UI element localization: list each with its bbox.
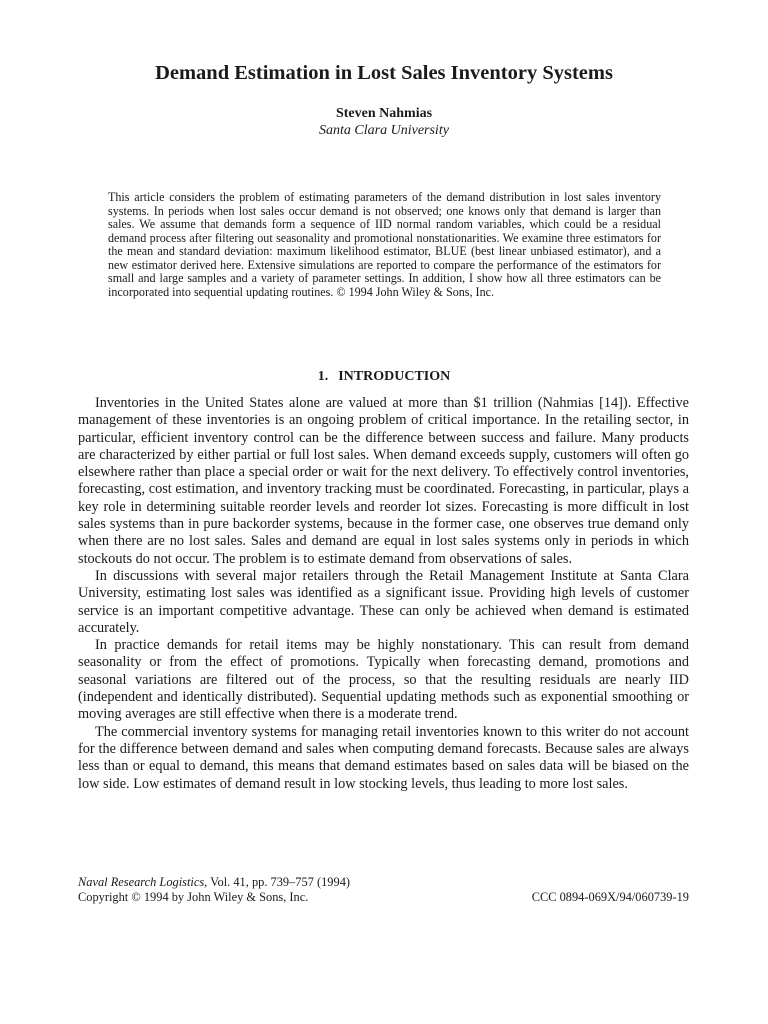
page-footer (78, 875, 689, 905)
author-name: Steven Nahmias (335, 106, 433, 121)
body-text (78, 395, 689, 793)
copyright-notice: Copyright © 1994 by John Wiley & Sons, Inc. (78, 890, 309, 904)
paragraph: In practice demands for retail items may be highly nonstationary. This can result from demand seasonality or from the effect of promotions. Typically when forecasting demand, promotions and seasonal variations are filtered out of the process, so that the resulting residuals are nearly IID (independent and identically distributed). Sequential updating methods such as exponential smoothing or moving averages are still effective when there is a moderate trend. (78, 637, 689, 723)
paper-title: Demand Estimation in Lost Sales Inventory Systems (155, 62, 613, 84)
author-affiliation: Santa Clara University (319, 123, 449, 138)
paragraph: In discussions with several major retailers through the Retail Management Institute at Santa Clara University, estimating lost sales was identified as a significant issue. Providing high levels of customer service is an important competitive advantage. These can only be achieved when demand is estimated accurately. (78, 567, 689, 636)
section-heading (0, 369, 768, 385)
journal-name: Naval Research Logistics, (78, 875, 208, 889)
ccc-code: CCC 0894-069X/94/060739-19 (531, 890, 689, 904)
paragraph: The commercial inventory systems for managing retail inventories known to this writer do not account for the difference between demand and sales when computing demand forecasts. Because sales are always less than or equal to demand, this means that demand estimates based on sales data will be biased on the low side. Low estimates of demand result in low stocking levels, thus leading to more lost sales. (78, 723, 689, 792)
journal-citation (78, 875, 689, 890)
paragraph: Inventories in the United States alone are valued at more than $1 trillion (Nahmias [14]). Effective management of these inventories is an ongoing problem of critical importance. In the retailing sector, in particular, efficient inventory control can be the difference between success and failure. Many products are characterized by either partial or full lost sales. When demand exceeds supply, customers will often go elsewhere rather than place a special order or wait for the next delivery. To effectively control inventories, forecasting, cost estimation, and inventory tracking must be coordinated. Forecasting, in particular, plays a key role in determining suitable reorder levels and reorder lot sizes. Forecasting is more difficult in lost sales systems than in pure backorder systems, because in the former case, one observes true demand only when there are no lost sales. Sales and demand are equal in lost sales systems only in periods in which stockouts do not occur. The problem is to estimate demand from observations of sales. (78, 395, 689, 567)
section-title: INTRODUCTION (338, 369, 451, 384)
abstract: This article considers the problem of estimating parameters of the demand distribution in lost sales inventory systems. In periods when lost sales occur demand is not observed; one knows only that demand is larger than sales. We assume that demands form a sequence of IID normal random variables, which could be a residual demand process after filtering out seasonality and promotional nonstationarities. We examine three estimators for the mean and standard deviation: maximum likelihood estimator, BLUE (best linear unbiased estimator), and a new estimator derived here. Extensive simulations are reported to compare the performance of the estimators for small and large samples and a variety of parameter settings. In addition, I show how all three estimators can be incorporated into sequential updating routines. © 1994 John Wiley & Sons, Inc. (108, 190, 661, 299)
section-number: 1. (317, 369, 329, 384)
journal-details: Vol. 41, pp. 739–757 (1994) (207, 875, 351, 889)
